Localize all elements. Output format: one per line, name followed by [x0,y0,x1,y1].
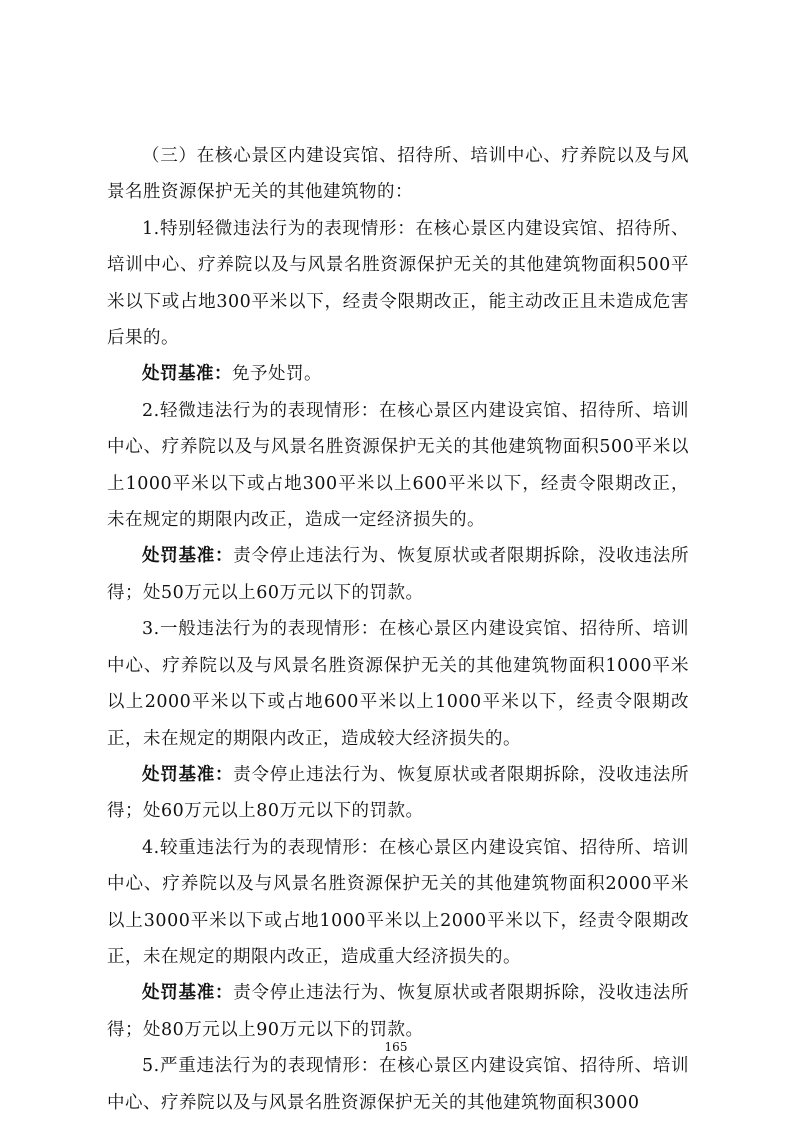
case-2-description [107,393,689,539]
penalty-label: 处罚基准： [142,364,232,385]
case-3-description [107,611,689,757]
penalty-text: 责令停止违法行为、恢复原状或者限期拆除，没收违法所得；处60万元以上80万元以下的罚款。 [107,764,690,822]
case-2-penalty [107,538,689,611]
case-4-description-text: 4.较重违法行为的表现情形：在核心景区内建设宾馆、招待所、培训中心、疗养院以及与风景名胜资源保护无关的其他建筑物面积2000平米以上3000平米以下或占地1000平米以上2000平米以下，经责令限期改正，未在规定的期限内改正，造成重大经济损失的。 [107,837,689,967]
case-2-description-text: 2.轻微违法行为的表现情形：在核心景区内建设宾馆、招待所、培训中心、疗养院以及与风景名胜资源保护无关的其他建筑物面积500平米以上1000平米以下或占地300平米以上600平米以下，经责令限期改正，未在规定的期限内改正，造成一定经济损失的。 [107,400,689,531]
case-1-description-text: 1.特别轻微违法行为的表现情形：在核心景区内建设宾馆、招待所、培训中心、疗养院以及与风景名胜资源保护无关的其他建筑物面积500平米以下或占地300平米以下，经责令限期改正，能主动改正且未造成危害后果的。 [107,218,689,349]
penalty-label: 处罚基准： [142,983,234,1004]
case-1-description [107,211,689,357]
case-4-penalty [107,975,689,1048]
case-3-penalty [107,757,689,830]
penalty-text: 责令停止违法行为、恢复原状或者限期拆除，没收违法所得；处50万元以上60万元以下的罚款。 [107,546,690,603]
penalty-text: 免予处罚。 [232,364,322,385]
section-heading [107,138,689,211]
case-5-description [107,1048,689,1121]
case-1-penalty [107,356,689,392]
penalty-text: 责令停止违法行为、恢复原状或者限期拆除，没收违法所得；处80万元以上90万元以下的罚款。 [107,983,690,1040]
case-4-description [107,830,689,976]
penalty-label: 处罚基准： [142,764,234,785]
page-number: 165 [384,1040,408,1054]
case-5-description-text: 5.严重违法行为的表现情形：在核心景区内建设宾馆、招待所、培训中心、疗养院以及与风景名胜资源保护无关的其他建筑物面积3000 [107,1056,689,1113]
case-3-description-text: 3.一般违法行为的表现情形：在核心景区内建设宾馆、招待所、培训中心、疗养院以及与风景名胜资源保护无关的其他建筑物面积1000平米以上2000平米以下或占地600平米以上1000平米以下，经责令限期改正，未在规定的期限内改正，造成较大经济损失的。 [107,619,689,749]
section-heading-text: （三）在核心景区内建设宾馆、招待所、培训中心、疗养院以及与风景名胜资源保护无关的其他建筑物的： [107,146,689,203]
penalty-label: 处罚基准： [142,546,234,567]
body-text [107,138,689,1121]
